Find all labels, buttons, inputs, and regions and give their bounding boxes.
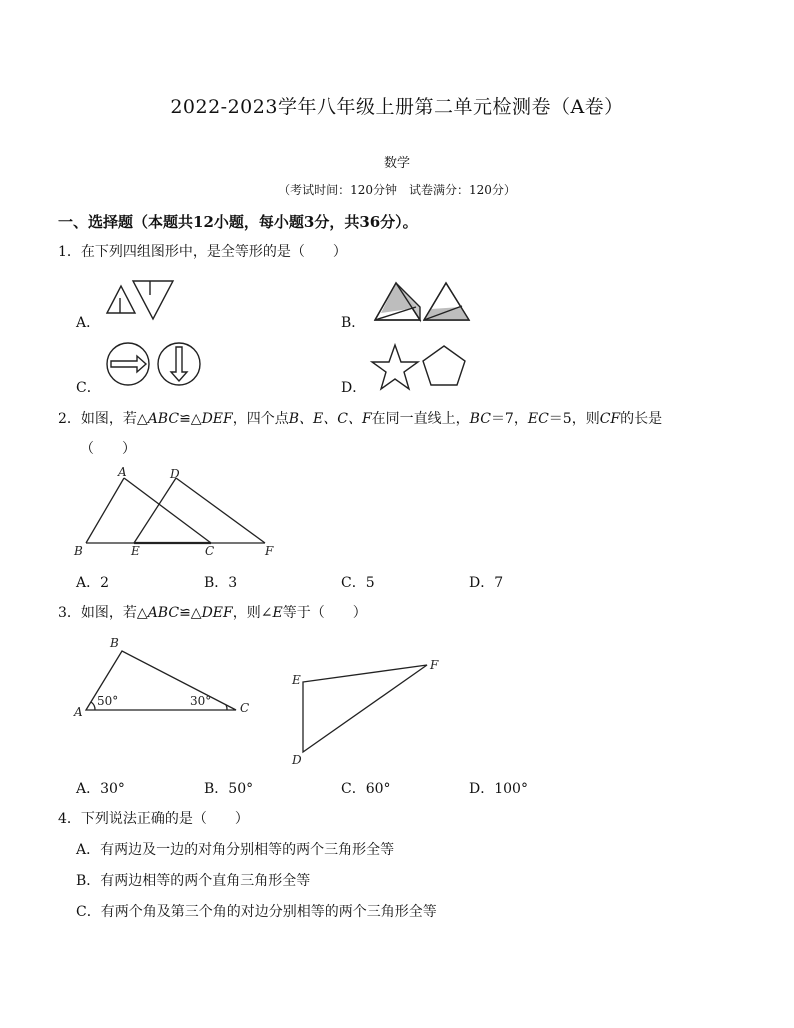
q2-abc: ABC xyxy=(147,411,180,427)
q3-angle-a: 50° xyxy=(97,694,119,708)
q1-option-b-label[interactable]: B． xyxy=(341,315,366,331)
page-title: 2022-2023学年八年级上册第二单元检测卷（A卷） xyxy=(170,96,624,118)
q3-cong: ≌△ xyxy=(179,605,202,621)
q2-label-f: F xyxy=(265,544,274,558)
q2-label-d: D xyxy=(170,467,180,481)
q2-mid2: 在同一直线上， xyxy=(371,411,470,427)
right-arrow-circle-icon xyxy=(107,343,149,385)
q3-label-c: C xyxy=(240,701,250,715)
q4-option-c[interactable]: C．有两个角及第三个角的对边分别相等的两个三角形全等 xyxy=(76,904,437,920)
q3-label-f: F xyxy=(430,658,439,672)
inverted-triangle-icon xyxy=(133,281,173,319)
q3-option-b[interactable]: B．50° xyxy=(204,781,254,797)
q2-option-d[interactable]: D．7 xyxy=(469,575,504,591)
exam-info: （考试时间：120分钟 试卷满分：120分） xyxy=(278,183,516,197)
q1-option-c-label[interactable]: C． xyxy=(76,380,101,396)
q3-stem-pre: 3．如图，若△ xyxy=(58,605,148,621)
q2-label-b: B xyxy=(74,544,83,558)
q2-def: DEF xyxy=(201,411,233,427)
q3-label-b: B xyxy=(110,636,119,650)
triangle-def xyxy=(303,665,427,752)
q3-angle: E xyxy=(272,605,283,621)
q3-option-d[interactable]: D．100° xyxy=(469,781,528,797)
q2-ec: EC xyxy=(527,411,549,427)
q3-mid: ，则∠ xyxy=(232,605,273,621)
q2-ec-val: ＝5，则 xyxy=(548,411,600,427)
question-1-stem: 1．在下列四组图形中，是全等形的是（ ） xyxy=(58,244,347,260)
q1-option-a-label[interactable]: A． xyxy=(76,315,101,331)
q2-cong: ≌△ xyxy=(179,411,202,427)
q2-option-c[interactable]: C．5 xyxy=(341,575,375,591)
q2-points: B、E、C、F xyxy=(288,411,372,427)
question-3-stem xyxy=(58,602,367,622)
question-2-stem xyxy=(58,408,662,428)
q3-label-e: E xyxy=(292,673,301,687)
q3-def: DEF xyxy=(201,605,233,621)
q2-bc-val: ＝7， xyxy=(490,411,528,427)
q3-option-a[interactable]: A．30° xyxy=(76,781,125,797)
q1-c-figure xyxy=(107,343,200,385)
section-title: 一、选择题（本题共12小题，每小题3分，共36分）。 xyxy=(58,213,418,231)
q2-stem-pre: 2．如图，若△ xyxy=(58,411,148,427)
q3-label-a: A xyxy=(74,705,83,719)
q4-option-a[interactable]: A．有两边及一边的对角分别相等的两个三角形全等 xyxy=(76,842,395,858)
q3-angle-c: 30° xyxy=(190,694,212,708)
q2-cf: CF xyxy=(599,411,621,427)
q2-option-a[interactable]: A．2 xyxy=(76,575,110,591)
subject-label: 数学 xyxy=(383,156,410,171)
q1-b-figure xyxy=(375,283,469,320)
q3-option-c[interactable]: C．60° xyxy=(341,781,391,797)
q2-figure xyxy=(86,478,265,543)
q4-option-b[interactable]: B．有两边相等的两个直角三角形全等 xyxy=(76,873,311,889)
q2-bc: BC xyxy=(469,411,491,427)
q3-tail: 等于（ ） xyxy=(282,605,367,621)
q1-a-figure xyxy=(107,281,173,319)
pentagon-icon xyxy=(423,346,465,385)
down-arrow-circle-icon xyxy=(158,343,200,385)
question-4-stem: 4．下列说法正确的是（ ） xyxy=(58,811,249,827)
q2-mid1: ，四个点 xyxy=(232,411,289,427)
star-icon xyxy=(372,345,418,389)
q3-abc: ABC xyxy=(147,605,180,621)
q2-answer-paren: （ ） xyxy=(80,441,136,457)
q2-option-b[interactable]: B．3 xyxy=(204,575,238,591)
q2-tail: 的长是 xyxy=(620,411,663,427)
q2-label-c: C xyxy=(205,544,215,558)
q2-label-a: A xyxy=(118,465,127,479)
q3-label-d: D xyxy=(292,753,302,767)
q3-labels xyxy=(73,636,439,767)
small-triangle-icon xyxy=(107,286,135,313)
q3-figure xyxy=(86,651,427,752)
q1-option-d-label[interactable]: D． xyxy=(341,380,367,396)
q1-d-figure xyxy=(372,345,465,389)
q2-label-e: E xyxy=(131,544,140,558)
